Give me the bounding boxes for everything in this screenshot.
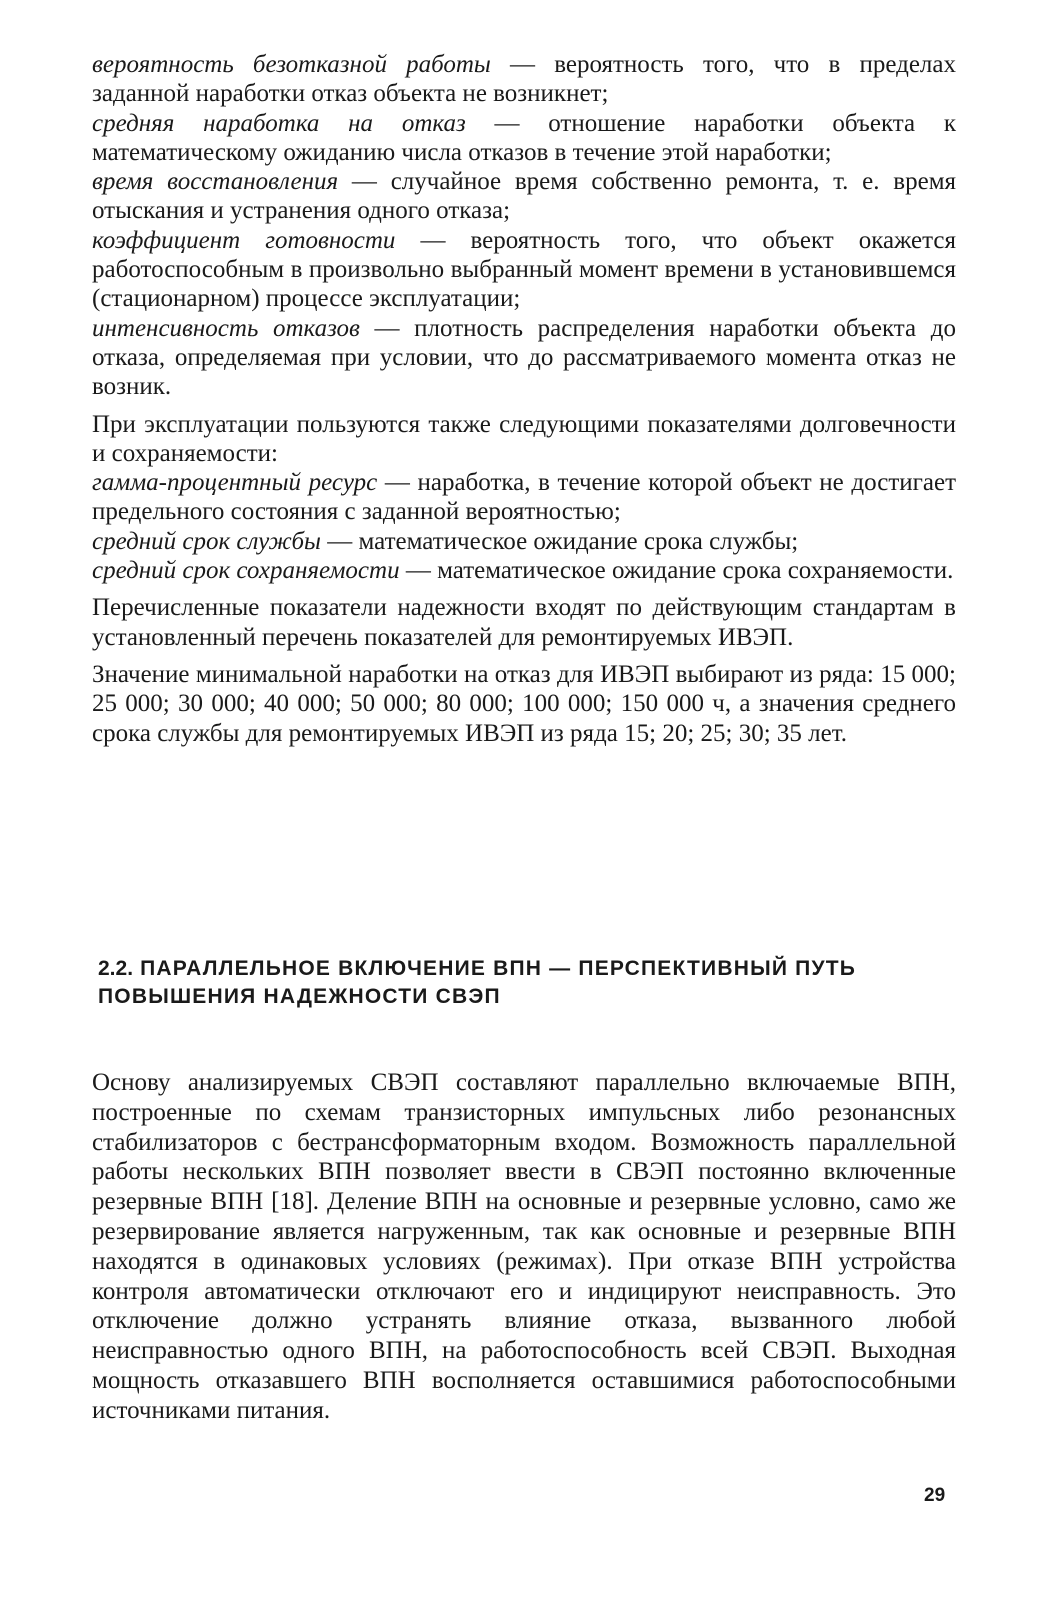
- definition-term: средний срок сохраняемости: [92, 557, 400, 585]
- definition-item: [92, 226, 956, 314]
- section-number: 2.2.: [98, 957, 134, 980]
- page-number: 29: [924, 1485, 946, 1506]
- definition-text: — отношение наработки объекта к математическому ожиданию числа отказов в течение этой наработки;: [92, 109, 956, 166]
- definition-text: — наработка, в течение которой объект не достигает предельного состояния с заданной вероятностью;: [92, 469, 957, 526]
- definition-text: — случайное время собственно ремонта, т. е. время отыскания и устранения одного отказа;: [92, 168, 957, 225]
- definition-term: интенсивность отказов: [92, 314, 360, 342]
- definition-term: коэффициент готовности: [92, 226, 396, 254]
- definition-item: [92, 556, 956, 585]
- definition-text: — математическое ожидание срока службы;: [320, 527, 799, 555]
- body-paragraph: Основу анализируемых СВЭП составляют параллельно включаемые ВПН, построенные по схемам транзисторных импульсных либо резонансных стабилизаторов с бестрансформаторным входом. Возможность параллельной работы нескольких ВПН позволяет ввести в СВЭП постоянно включенные резервные ВПН [18]. Деление ВПН на основные и резервные условно, само же резервирование является нагруженным, так как основные и резервные ВПН находятся в одинаковых условиях (режимах). При отказе ВПН устройства контроля автоматически отключают его и индицируют неисправность. Это отключение должно устранять влияние отказа, вызванного любой неисправностью одного ВПН, на работоспособность всей СВЭП. Выходная мощность отказавшего ВПН восполняется оставшимися работоспособными источниками питания.: [92, 1069, 956, 1424]
- definition-text: — вероятность того, что объект окажется работоспособным в произвольно выбранный момент времени в установившемся (стационарном) процессе эксплуатации;: [92, 226, 956, 313]
- values-paragraph: Значение минимальной наработки на отказ для ИВЭП выбирают из ряда: 15 000; 25 000; 30 000; 40 000; 50 000; 80 000; 100 000; 150 000 ч, а значения среднего срока службы для ремонтируемых ИВЭП из ряда 15; 20; 25; 30; 35 лет.: [92, 660, 956, 747]
- definition-term: вероятность безотказной работы: [92, 51, 491, 78]
- standards-paragraph: Перечисленные показатели надежности входят по действующим стандартам в установленный перечень показателей для ремонтируемых ИВЭП.: [92, 594, 956, 651]
- definition-item: [92, 50, 956, 109]
- definition-term: средняя наработка на отказ: [92, 109, 466, 137]
- durability-intro-paragraph: При эксплуатации пользуются также следующими показателями долговечности и сохраняемости:: [92, 410, 956, 467]
- definition-text: — математическое ожидание срока сохраняемости.: [399, 557, 954, 585]
- definition-term: средний срок службы: [92, 527, 321, 555]
- section-heading: [98, 955, 958, 1011]
- definition-text: — вероятность того, что в пределах заданной наработки отказ объекта не возникнет;: [92, 51, 956, 108]
- definition-term: время восстановления: [92, 168, 339, 196]
- definition-item: [92, 167, 956, 226]
- definition-term: гамма-процентный ресурс: [92, 469, 378, 497]
- definition-item: [92, 109, 956, 168]
- definition-item: [92, 527, 956, 556]
- section-title: ПАРАЛЛЕЛЬНОЕ ВКЛЮЧЕНИЕ ВПН — ПЕРСПЕКТИВНЫЙ ПУТЬ ПОВЫШЕНИЯ НАДЕЖНОСТИ СВЭП: [98, 957, 857, 1008]
- reliability-definitions-section: [92, 50, 956, 748]
- section-body: [92, 1068, 956, 1426]
- definition-item: [92, 468, 956, 527]
- definition-text: — плотность распределения наработки объекта до отказа, определяемая при условии, что до рассматриваемого момента отказ не возник.: [92, 314, 956, 401]
- definition-item: [92, 314, 956, 402]
